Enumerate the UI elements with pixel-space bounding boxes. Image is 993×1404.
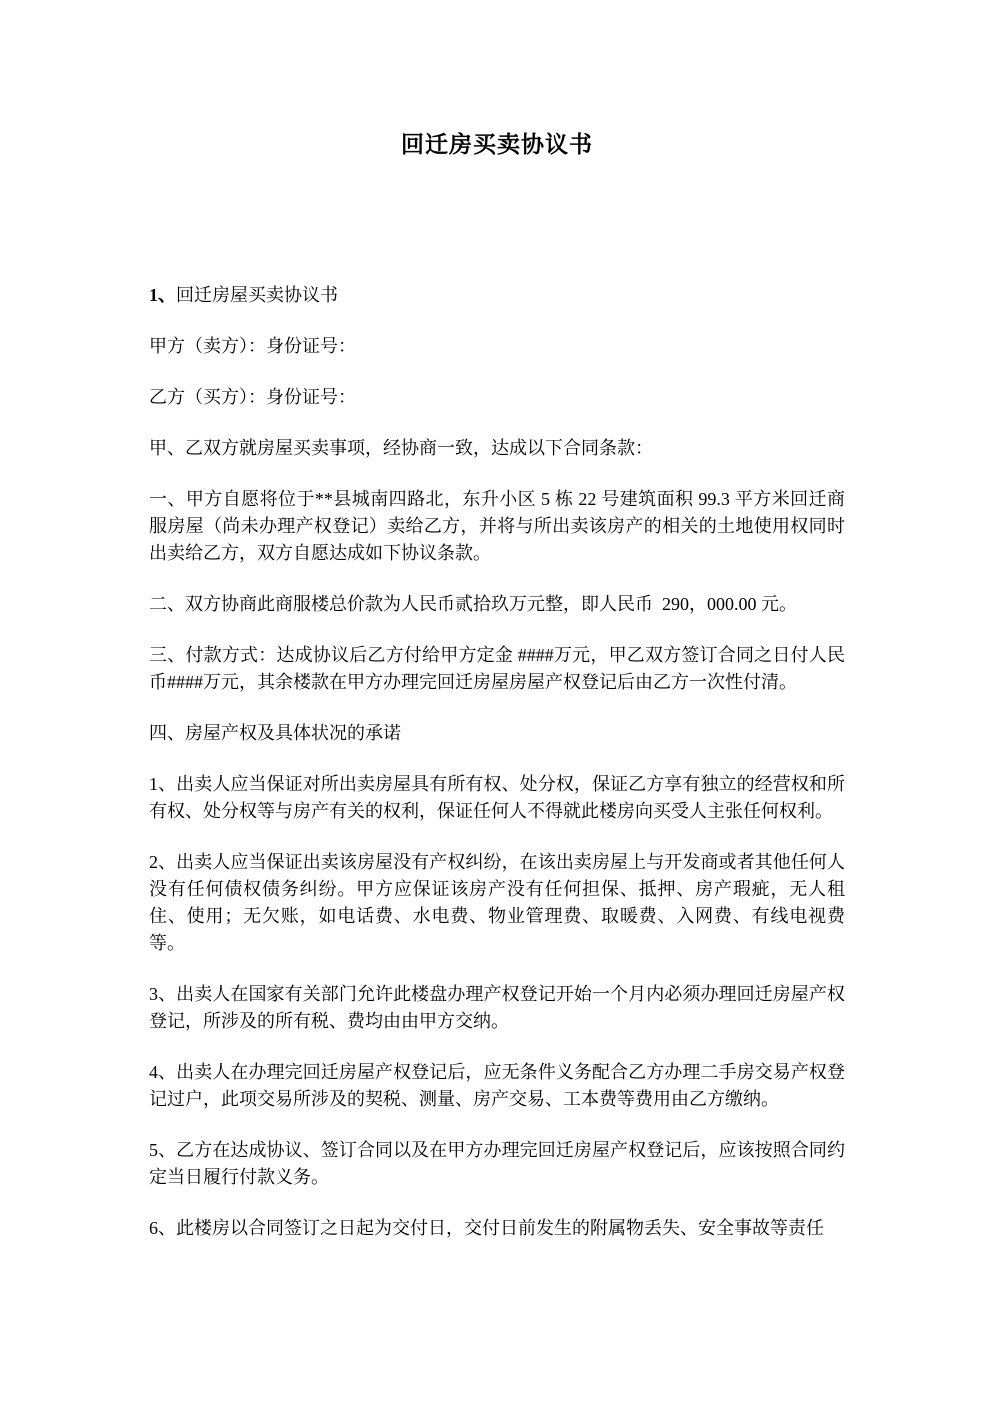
clause-4-heading: 四、房屋产权及具体状况的承诺 xyxy=(149,723,401,743)
clause-4-item-4: 4、出卖人在办理完回迁房屋产权登记后，应无条件义务配合乙方办理二手房交易产权登记过户，此项交易所涉及的契税、测量、房产交易、工本费等费用由乙方缴纳。 xyxy=(149,1062,845,1109)
clause-4-item-6: 6、此楼房以合同签订之日起为交付日，交付日前发生的附属物丢失、安全事故等责任 xyxy=(149,1218,824,1238)
clause-4-item-1: 1、出卖人应当保证对所出卖房屋具有所有权、处分权，保证乙方享有独立的经营权和所有权、处分权等与房产有关的权利，保证任何人不得就此楼房向买受人主张任何权利。 xyxy=(149,774,845,821)
document-title: 回迁房买卖协议书 xyxy=(401,132,593,157)
clause-1: 一、甲方自愿将位于**县城南四路北，东升小区 5 栋 22 号建筑面积 99.3 平方米回迁商服房屋（尚未办理产权登记）卖给乙方，并将与所出卖该房产的相关的土地使用权同时出卖给乙方，双方自愿达成如下协议条款。 xyxy=(149,489,845,563)
section-heading xyxy=(149,282,845,309)
party-a-line: 甲方（卖方）：身份证号： xyxy=(149,336,356,356)
section-heading-text: 回迁房屋买卖协议书 xyxy=(176,285,338,305)
clause-3: 三、付款方式：达成协议后乙方付给甲方定金 ####万元，甲乙双方签订合同之日付人民币####万元，其余楼款在甲方办理完回迁房屋房屋产权登记后由乙方一次性付清。 xyxy=(149,645,845,692)
clause-4-item-3: 3、出卖人在国家有关部门允许此楼盘办理产权登记开始一个月内必须办理回迁房屋产权登记，所涉及的所有税、费均由由甲方交纳。 xyxy=(149,984,845,1031)
party-b-line: 乙方（买方）：身份证号： xyxy=(149,387,356,407)
clause-4-item-5: 5、乙方在达成协议、签订合同以及在甲方办理完回迁房屋产权登记后，应该按照合同约定当日履行付款义务。 xyxy=(149,1140,845,1187)
clause-4-item-2: 2、出卖人应当保证出卖该房屋没有产权纠纷，在该出卖房屋上与开发商或者其他任何人没有任何债权债务纠纷。甲方应保证该房产没有任何担保、抵押、房产瑕疵，无人租住、使用；无欠账，如电话费、水电费、物业管理费、取暖费、入网费、有线电视费等。 xyxy=(149,852,845,953)
section-heading-number: 1、 xyxy=(149,285,176,305)
preamble-line: 甲、乙双方就房屋买卖事项，经协商一致，达成以下合同条款： xyxy=(149,438,653,458)
clause-2: 二、双方协商此商服楼总价款为人民币贰拾玖万元整，即人民币 290，000.00 元。 xyxy=(149,594,797,614)
